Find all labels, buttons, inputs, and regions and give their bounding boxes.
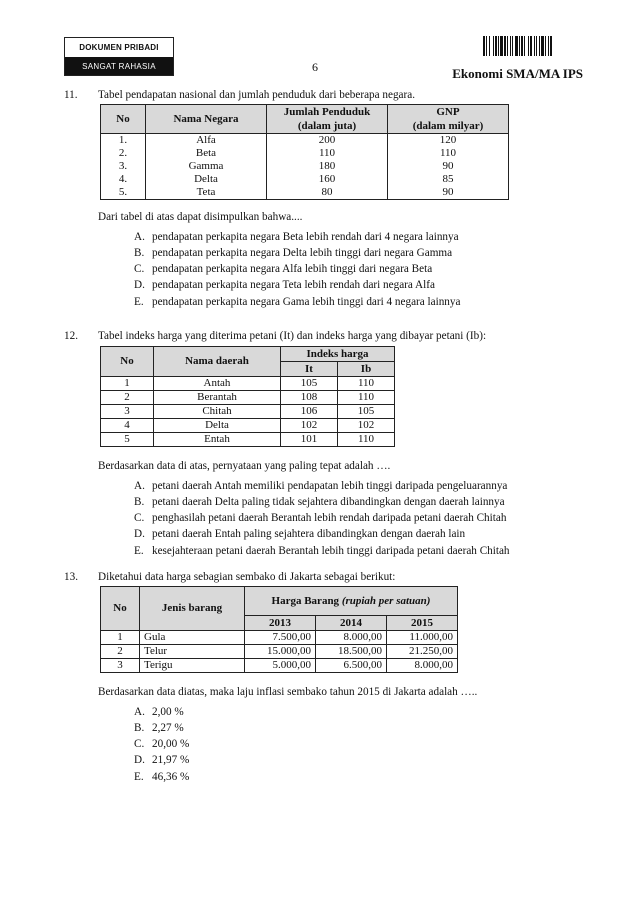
question-stem: Tabel pendapatan nasional dan jumlah penduduk dari beberapa negara. — [98, 89, 415, 101]
table-cell: 4 — [101, 419, 154, 433]
table-cell: Delta — [146, 173, 267, 186]
table-cell: 5 — [101, 433, 154, 447]
table-cell: Beta — [146, 147, 267, 160]
col-2014: 2014 — [316, 616, 387, 631]
option-text: petani daerah Delta paling tidak sejahtera dibandingkan dengan daerah lainnya — [152, 496, 505, 509]
table-cell: 101 — [281, 433, 338, 447]
option-text: pendapatan perkapita negara Delta lebih tinggi dari negara Gamma — [152, 247, 453, 260]
table-cell: 2 — [101, 391, 154, 405]
table-row — [101, 186, 509, 200]
col-no: No — [101, 105, 146, 134]
price-unit: (rupiah per satuan) — [341, 594, 431, 607]
option-text: 2,27 % — [152, 722, 184, 735]
col-no: No — [101, 347, 154, 377]
option-letter: E. — [134, 544, 144, 557]
option-letter: B. — [134, 247, 145, 260]
question-stem: Tabel indeks harga yang diterima petani (It) dan indeks harga yang dibayar petani (Ib): — [98, 330, 487, 342]
answer-option[interactable] — [134, 543, 618, 559]
answer-option[interactable] — [134, 753, 618, 769]
table-cell: Antah — [154, 377, 281, 391]
option-letter: A. — [134, 230, 145, 243]
table-cell: 200 — [267, 134, 388, 148]
table-row — [101, 160, 509, 173]
table-row — [101, 391, 395, 405]
table-cell: 3 — [101, 659, 140, 673]
option-text: penghasilah petani daerah Berantah lebih rendah daripada petani daerah Chitah — [152, 512, 507, 525]
secret-label: SANGAT RAHASIA — [65, 57, 173, 75]
option-text: pendapatan perkapita negara Gama lebih tinggi dari 4 negara lainnya — [152, 295, 461, 308]
table-cell: 180 — [267, 160, 388, 173]
table-row — [101, 173, 509, 186]
table-cell: 8.000,00 — [316, 631, 387, 645]
option-letter: C. — [134, 738, 145, 751]
table-cell: 120 — [388, 134, 509, 148]
table-row — [101, 147, 509, 160]
option-letter: D. — [134, 528, 145, 541]
col-population-unit: (dalam juta) — [267, 119, 388, 134]
col-item: Jenis barang — [140, 587, 245, 631]
question-number: 11. — [64, 89, 78, 101]
option-letter: C. — [134, 512, 145, 525]
answer-option[interactable] — [134, 704, 618, 720]
table-cell: Berantah — [154, 391, 281, 405]
table-cell: 105 — [281, 377, 338, 391]
table-cell: 110 — [267, 147, 388, 160]
question-prompt: Dari tabel di atas dapat disimpulkan bahwa.... — [98, 211, 303, 224]
table-cell: Chitah — [154, 405, 281, 419]
question-number: 12. — [64, 330, 78, 342]
doc-label: DOKUMEN PRIBADI — [79, 43, 159, 52]
col-population: Jumlah Penduduk — [267, 105, 388, 120]
option-text: kesejahteraan petani daerah Berantah lebih tinggi daripada petani daerah Chitah — [152, 544, 510, 557]
option-letter: D. — [134, 754, 145, 767]
table-cell: 7.500,00 — [245, 631, 316, 645]
table-cell: 5.000,00 — [245, 659, 316, 673]
table-cell: 1. — [101, 134, 146, 148]
table-cell: 110 — [338, 433, 395, 447]
answer-option[interactable] — [134, 229, 618, 245]
option-letter: B. — [134, 496, 145, 509]
table-row — [101, 433, 395, 447]
col-no: No — [101, 587, 140, 631]
question-stem: Diketahui data harga sebagian sembako di Jakarta sebagai berikut: — [98, 571, 396, 583]
col-gnp-unit: (dalam milyar) — [388, 119, 509, 134]
table-row — [101, 419, 395, 433]
option-letter: A. — [134, 705, 145, 718]
table-cell: 106 — [281, 405, 338, 419]
table-row — [101, 405, 395, 419]
table-cell: 2. — [101, 147, 146, 160]
col-gnp: GNP — [388, 105, 509, 120]
option-text: pendapatan perkapita negara Teta lebih rendah dari negara Alfa — [152, 279, 435, 292]
table-cell: 2 — [101, 645, 140, 659]
table-cell: Gula — [140, 631, 245, 645]
table-cell: 110 — [388, 147, 509, 160]
col-price-group — [245, 587, 458, 616]
table-cell: Telur — [140, 645, 245, 659]
page-number: 6 — [312, 60, 318, 74]
table-row — [101, 645, 458, 659]
table-row — [101, 377, 395, 391]
answer-options — [134, 229, 618, 310]
col-region: Nama daerah — [154, 347, 281, 377]
table-cell: 102 — [281, 419, 338, 433]
subject-title: Ekonomi SMA/MA IPS — [452, 66, 583, 81]
col-country: Nama Negara — [146, 105, 267, 134]
table-cell: 15.000,00 — [245, 645, 316, 659]
document-label-box — [64, 37, 174, 76]
table-cell: 90 — [388, 186, 509, 200]
question-prompt: Berdasarkan data di atas, pernyataan yang paling tepat adalah …. — [98, 460, 391, 473]
table-cell: 3 — [101, 405, 154, 419]
table-cell: 80 — [267, 186, 388, 200]
barcode-icon — [482, 36, 584, 56]
table-cell: 3. — [101, 160, 146, 173]
answer-options — [134, 478, 618, 559]
option-letter: B. — [134, 722, 145, 735]
col-it: It — [281, 362, 338, 377]
answer-option[interactable] — [134, 246, 618, 262]
answer-option[interactable] — [134, 769, 618, 785]
table-row — [101, 134, 509, 148]
table-cell: 110 — [338, 377, 395, 391]
table-cell: Teta — [146, 186, 267, 200]
price-index-table — [100, 346, 395, 447]
option-text: petani daerah Entah paling sejahtera dibandingkan dengan daerah lain — [152, 528, 466, 541]
answer-option[interactable] — [134, 294, 618, 310]
answer-option[interactable] — [134, 278, 618, 294]
table-cell: Alfa — [146, 134, 267, 148]
col-2013: 2013 — [245, 616, 316, 631]
table-cell: 5. — [101, 186, 146, 200]
table-cell: Terigu — [140, 659, 245, 673]
table-cell: 85 — [388, 173, 509, 186]
answer-option[interactable] — [134, 527, 618, 543]
table-cell: 4. — [101, 173, 146, 186]
col-price-index: Indeks harga — [281, 347, 395, 362]
table-cell: 21.250,00 — [387, 645, 458, 659]
table-cell: 90 — [388, 160, 509, 173]
table-row — [101, 631, 458, 645]
option-letter: E. — [134, 770, 144, 783]
option-text: 20,00 % — [152, 738, 190, 751]
table-cell: 105 — [338, 405, 395, 419]
question-prompt: Berdasarkan data diatas, maka laju inflasi sembako tahun 2015 di Jakarta adalah ….. — [98, 686, 478, 699]
option-text: 2,00 % — [152, 705, 184, 718]
table-cell: 8.000,00 — [387, 659, 458, 673]
answer-option[interactable] — [134, 495, 618, 511]
answer-options — [134, 704, 618, 785]
table-row — [101, 659, 458, 673]
table-cell: 108 — [281, 391, 338, 405]
table-cell: Gamma — [146, 160, 267, 173]
table-cell: 102 — [338, 419, 395, 433]
option-text: pendapatan perkapita negara Alfa lebih tinggi dari negara Beta — [152, 263, 433, 276]
table-cell: 1 — [101, 631, 140, 645]
option-text: 21,97 % — [152, 754, 190, 767]
question-number: 13. — [64, 571, 78, 583]
answer-option[interactable] — [134, 721, 618, 737]
commodity-price-table — [100, 586, 458, 673]
price-header: Harga Barang — [271, 594, 340, 607]
option-letter: D. — [134, 279, 145, 292]
option-text: 46,36 % — [152, 770, 190, 783]
table-cell: 6.500,00 — [316, 659, 387, 673]
gnp-table — [100, 104, 509, 200]
option-text: petani daerah Antah memiliki pendapatan lebih tinggi daripada pengeluarannya — [152, 479, 508, 492]
option-text: pendapatan perkapita negara Beta lebih rendah dari 4 negara lainnya — [152, 230, 459, 243]
table-cell: 1 — [101, 377, 154, 391]
table-cell: Entah — [154, 433, 281, 447]
option-letter: C. — [134, 263, 145, 276]
answer-option[interactable] — [134, 262, 618, 278]
answer-option[interactable] — [134, 737, 618, 753]
answer-option[interactable] — [134, 511, 618, 527]
table-cell: 11.000,00 — [387, 631, 458, 645]
table-cell: 18.500,00 — [316, 645, 387, 659]
table-cell: Delta — [154, 419, 281, 433]
col-2015: 2015 — [387, 616, 458, 631]
table-cell: 110 — [338, 391, 395, 405]
table-cell: 160 — [267, 173, 388, 186]
option-letter: A. — [134, 479, 145, 492]
answer-option[interactable] — [134, 478, 618, 494]
option-letter: E. — [134, 295, 144, 308]
col-ib: Ib — [338, 362, 395, 377]
